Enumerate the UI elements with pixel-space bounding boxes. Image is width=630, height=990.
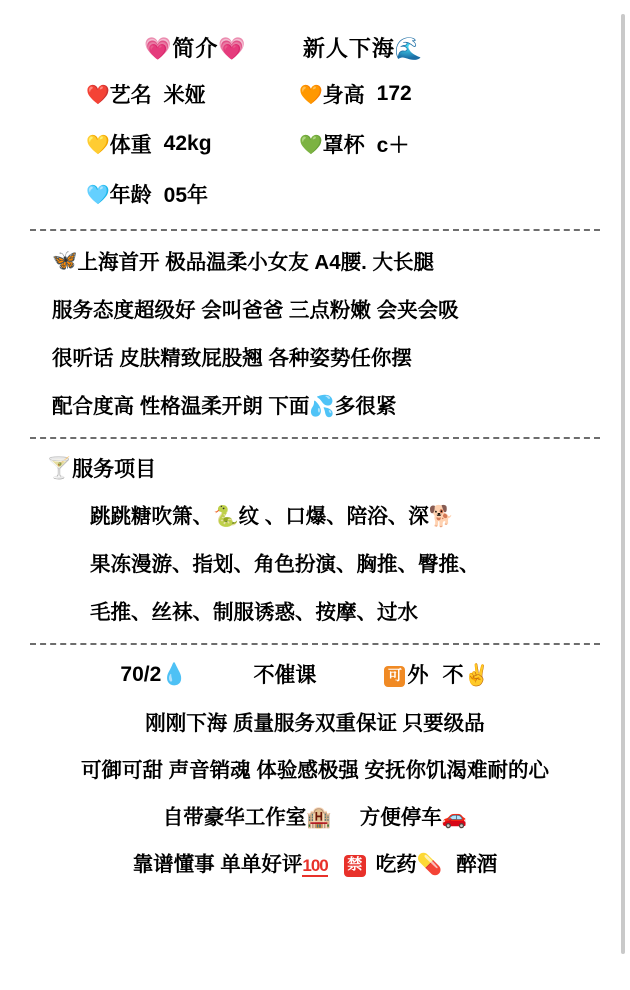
intro-line-text: 很听话 皮肤精致屁股翘 各种姿势任你摆 xyxy=(52,347,412,370)
header xyxy=(24,32,606,63)
intro-line-text: 配合度高 性格温柔开朗 下面💦多很紧 xyxy=(52,395,397,418)
price-value: 70/2 xyxy=(120,662,162,686)
profile-field-age xyxy=(24,179,299,209)
forbid-items-text: 吃药 xyxy=(375,853,417,876)
forbidden-badge: 禁 xyxy=(344,855,366,877)
profile-value: 05年 xyxy=(163,184,209,207)
profile-value: 172 xyxy=(376,82,412,105)
cocktail-icon: 🍸 xyxy=(46,455,73,480)
intro-section xyxy=(24,245,606,419)
pink-heart-icon-2: 💗 xyxy=(218,37,247,62)
profile-label: 体重 xyxy=(109,134,152,157)
page-title-text: 简介 xyxy=(172,36,219,61)
price-row xyxy=(24,659,606,689)
service-line: 果冻漫游、指划、角色扮演、胸推、臀推、 xyxy=(90,553,480,576)
yellow-heart-icon: 💛 xyxy=(86,133,110,156)
services-section xyxy=(24,453,606,625)
wave-icon: 🌊 xyxy=(394,37,424,62)
service-line: 跳跳糖吹箫、🐍纹 、口爆、陪浴、深🐕 xyxy=(90,505,455,528)
intro-line xyxy=(24,389,606,419)
profile-label: 身高 xyxy=(322,84,365,107)
intro-line xyxy=(24,293,606,323)
profile-info xyxy=(24,79,606,209)
trust-line xyxy=(24,847,606,877)
studio-line xyxy=(24,800,606,830)
intro-line-text: 服务态度超级好 会叫爸爸 三点粉嫩 会夹会吸 xyxy=(52,299,459,322)
scrollbar[interactable] xyxy=(621,14,625,954)
outcall-badge: 可 xyxy=(384,666,405,687)
profile-field-cup xyxy=(299,129,409,159)
profile-value: c＋ xyxy=(376,134,410,157)
profile-field-stage-name xyxy=(24,79,299,109)
pink-heart-icon: 💗 xyxy=(144,37,173,62)
profile-label: 罩杯 xyxy=(322,134,365,157)
profile-label: 艺名 xyxy=(109,84,152,107)
studio-text: 自带豪华工作室 xyxy=(162,806,307,829)
intro-line-text: 上海首开 极品温柔小女友 A4腰. 大长腿 xyxy=(77,251,435,274)
profile-field-weight xyxy=(24,129,299,159)
profile-row xyxy=(24,79,606,109)
page-subtitle xyxy=(303,32,423,63)
service-line: 毛推、丝袜、制服诱惑、按摩、过水 xyxy=(90,601,418,624)
profile-row xyxy=(24,179,606,209)
profile-value: 42kg xyxy=(163,132,212,155)
car-icon: 🚗 xyxy=(441,805,468,829)
no-text: 不 xyxy=(442,664,464,687)
blue-heart-icon: 🩵 xyxy=(86,183,110,206)
droplet-icon: 💧 xyxy=(161,661,188,686)
divider-3 xyxy=(30,643,600,645)
green-heart-icon: 💚 xyxy=(299,133,323,156)
drunk-text: 醉酒 xyxy=(456,853,498,876)
hotel-icon: 🏨 xyxy=(306,805,332,829)
profile-row xyxy=(24,129,606,159)
profile-field-height xyxy=(299,79,412,109)
price-label xyxy=(120,662,187,687)
trust-text: 靠谱懂事 单单好评 xyxy=(132,853,303,876)
footer-line: 刚刚下海 质量服务双重保证 只要级品 xyxy=(145,712,485,735)
no-rush-label: 不催课 xyxy=(253,664,317,687)
page-subtitle-text: 新人下海 xyxy=(302,36,395,61)
services-heading-text: 服务项目 xyxy=(72,458,157,481)
red-heart-icon: ❤️ xyxy=(86,83,110,106)
outcall-label xyxy=(382,659,489,689)
orange-heart-icon: 🧡 xyxy=(299,83,323,106)
services-heading xyxy=(24,453,606,483)
intro-line xyxy=(24,245,606,275)
butterfly-icon: 🦋 xyxy=(52,247,78,272)
outcall-text: 外 xyxy=(407,664,429,687)
victory-hand-icon: ✌️ xyxy=(463,663,490,687)
hundred-points-icon: 100 xyxy=(302,856,328,875)
footer-section xyxy=(24,659,606,877)
footer-line: 可御可甜 声音销魂 体验感极强 安抚你饥渴难耐的心 xyxy=(80,759,550,782)
intro-line xyxy=(24,341,606,371)
divider-1 xyxy=(30,229,600,231)
profile-label: 年龄 xyxy=(109,184,152,207)
divider-2 xyxy=(30,437,600,439)
profile-value: 米娅 xyxy=(163,84,206,107)
pill-icon: 💊 xyxy=(416,852,443,876)
page-title xyxy=(144,32,247,63)
parking-text: 方便停车 xyxy=(359,806,442,829)
